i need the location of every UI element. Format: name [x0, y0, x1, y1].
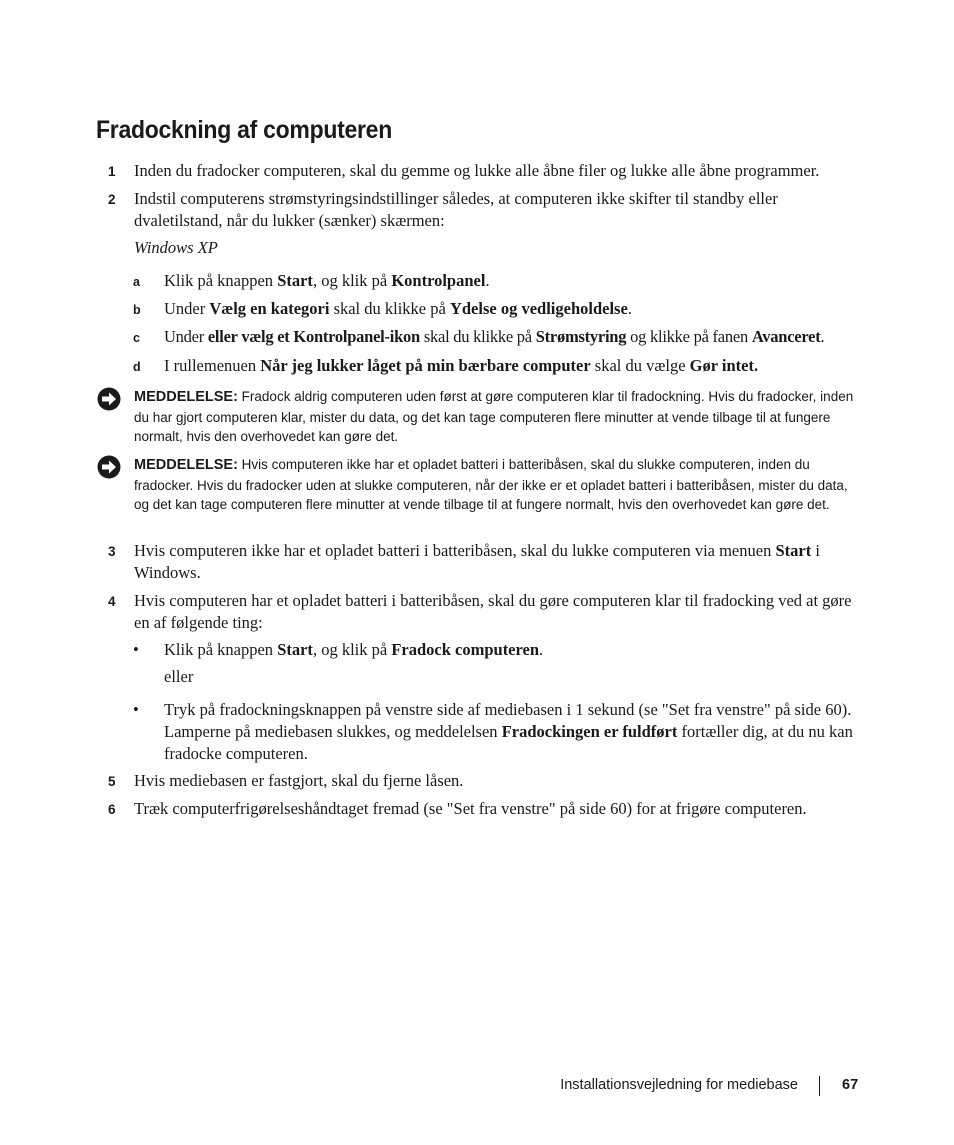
- substep-letter: a: [133, 275, 140, 289]
- ui-term: Start: [775, 541, 812, 560]
- bullet-symbol: •: [133, 640, 139, 659]
- notice-label: MEDDELELSE:: [134, 389, 238, 405]
- step-text: Træk computerfrigørelseshåndtaget fremad (se "Set fra venstre" på side 60) for at frigøre computeren.: [134, 799, 807, 818]
- substep-letter: c: [133, 331, 140, 345]
- page-number: 67: [842, 1077, 859, 1093]
- step-number: 5: [108, 774, 116, 789]
- text: Tryk på fradockningsknappen på venstre side af mediebasen i 1 sekund (se "Set fra venstre" på side 60). Lamperne på mediebasen slukkes, og meddelelsen: [164, 700, 852, 741]
- text: .: [820, 327, 825, 346]
- text: , og klik på: [312, 640, 392, 659]
- substep-letter: b: [133, 303, 141, 317]
- step-1: [108, 160, 860, 182]
- text: skal du vælge: [590, 356, 690, 375]
- ui-term: Strømstyring: [535, 327, 627, 346]
- step-text: Hvis mediebasen er fastgjort, skal du fjerne låsen.: [134, 771, 464, 790]
- notice-text: Fradock aldrig computeren uden først at gøre computeren klar til fradockning. Hvis du fradocker, inden du har gjort computeren klar, mister du data, og det kan tage computeren flere minutter at vende tilbage til at fungere normalt, hvis den overhovedet kan gøre det.: [134, 389, 854, 444]
- bullet-1: [133, 639, 863, 661]
- step-text: Hvis computeren har et opladet batteri i batteribåsen, skal du gøre computeren klar til fradocking ved at gøre en af følgende ting:: [134, 591, 852, 632]
- text: .: [539, 640, 544, 659]
- ui-term: eller vælg et Kontrolpanel-ikon: [207, 327, 420, 346]
- step-2: [108, 188, 860, 232]
- text: skal du klikke på: [419, 327, 536, 346]
- text: .: [485, 271, 490, 290]
- ui-term: Start: [277, 640, 313, 659]
- ui-term: Start: [277, 271, 313, 290]
- step-4: [108, 590, 860, 634]
- step-number: 2: [108, 192, 116, 207]
- step-number: 3: [108, 544, 116, 559]
- bullet-symbol: •: [133, 700, 139, 719]
- notice-arrow-icon: [97, 455, 121, 479]
- ui-term: Kontrolpanel: [391, 271, 486, 290]
- notice-label: MEDDELELSE:: [134, 457, 238, 473]
- step-text: Indstil computerens strømstyringsindstillinger således, at computeren ikke skifter til standby eller dvaletilstand, når du lukker (sænker) skærmen:: [134, 189, 778, 230]
- text: .: [627, 299, 632, 318]
- text: , og klik på: [312, 271, 392, 290]
- bullet-2: [133, 699, 863, 765]
- notice-arrow-icon: [97, 387, 121, 411]
- substep-a: [133, 270, 863, 292]
- or-text: eller: [164, 667, 194, 686]
- ui-term: Avanceret: [751, 327, 821, 346]
- step-5: [108, 770, 860, 792]
- notice-1: [97, 387, 859, 447]
- substep-c: [133, 326, 863, 348]
- ui-term: Fradockingen er fuldført: [501, 722, 678, 741]
- step-number: 6: [108, 802, 116, 817]
- substep-letter: d: [133, 360, 141, 374]
- text: Klik på knappen: [164, 640, 278, 659]
- ui-term: Vælg en kategori: [209, 299, 330, 318]
- step-text: Inden du fradocker computeren, skal du gemme og lukke alle åbne filer og lukke alle åbne programmer.: [134, 161, 820, 180]
- ui-term: Fradock computeren: [391, 640, 540, 659]
- text: Hvis computeren ikke har et opladet batteri i batteribåsen, skal du lukke computeren via menuen: [134, 541, 776, 560]
- step-3: [108, 540, 860, 584]
- substep-d: [133, 355, 863, 377]
- step-number: 1: [108, 164, 116, 179]
- text: fortæller dig, at du nu kan fradocke computeren.: [164, 722, 853, 763]
- text: skal du klikke på: [329, 299, 450, 318]
- substep-b: [133, 298, 863, 320]
- text: Under: [164, 299, 210, 318]
- page-title: Fradockning af computeren: [96, 116, 392, 144]
- ui-term: Når jeg lukker låget på min bærbare computer: [260, 356, 591, 375]
- footer-divider: [819, 1076, 820, 1096]
- text: i Windows.: [134, 541, 820, 582]
- ui-term: Gør intet.: [689, 356, 759, 375]
- os-label: Windows XP: [134, 238, 218, 257]
- text: Klik på knappen: [164, 271, 278, 290]
- text: I rullemenuen: [164, 356, 261, 375]
- text: og klikke på fanen: [626, 327, 752, 346]
- notice-text: Hvis computeren ikke har et opladet batteri i batteribåsen, skal du slukke computeren, inden du fradocker. Hvis du fradocker uden at slukke computeren, når der ikke er et opladet batteri i batteribåsen, mister du data, og det kan tage computeren flere minutter at vende tilbage til at fungere normalt, hvis den overhovedet kan gøre det.: [134, 457, 848, 512]
- step-6: [108, 798, 860, 820]
- step-number: 4: [108, 594, 116, 609]
- ui-term: Ydelse og vedligeholdelse: [449, 299, 628, 318]
- text: Under: [164, 327, 208, 346]
- notice-2: [97, 455, 859, 515]
- footer-title: Installationsvejledning for mediebase: [560, 1077, 798, 1093]
